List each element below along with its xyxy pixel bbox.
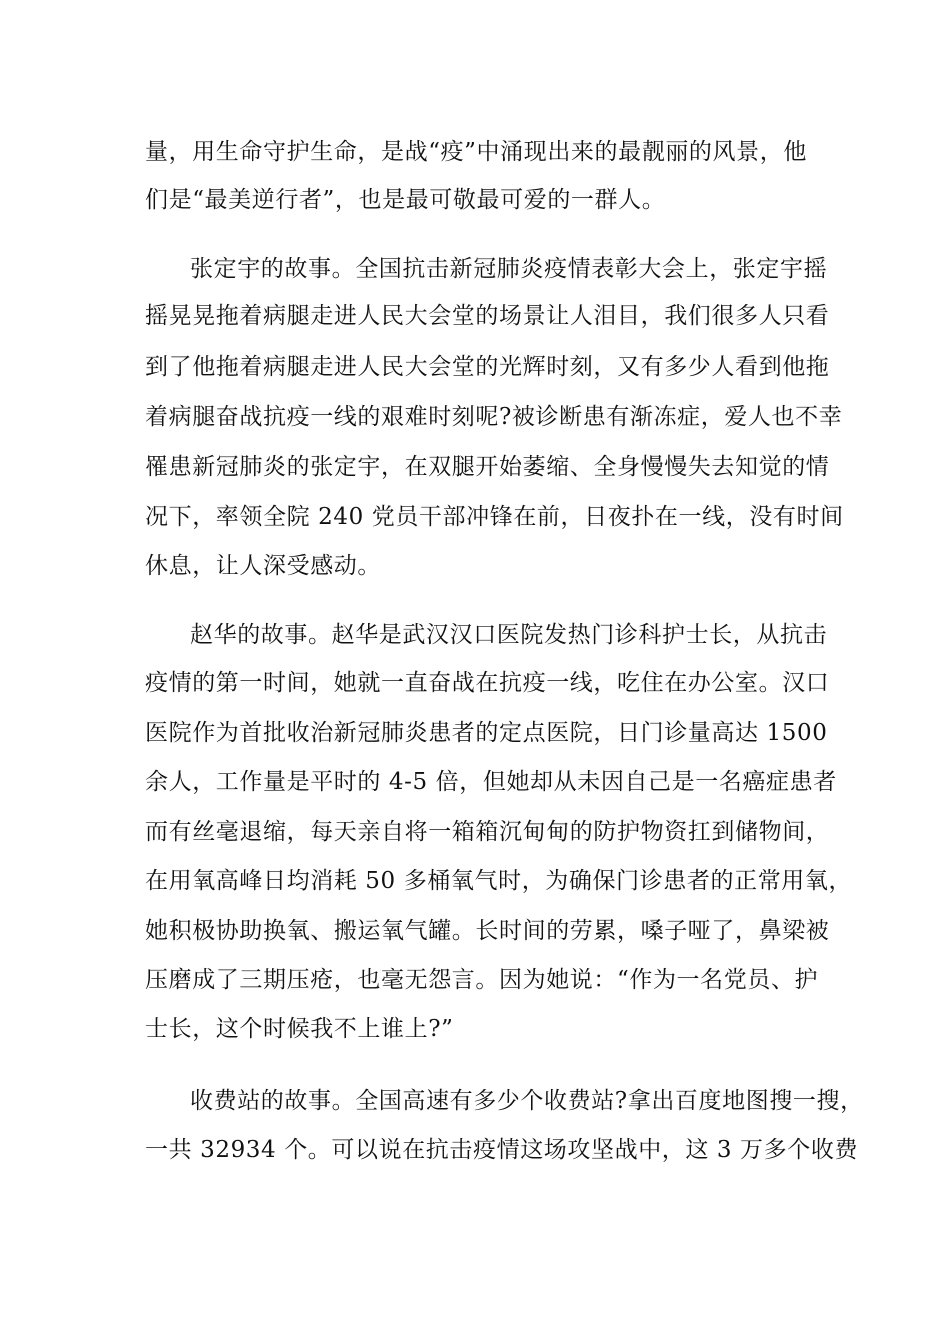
- text-line: 收费站的故事。全国高速有多少个收费站?拿出百度地图搜一搜，: [190, 1088, 864, 1114]
- text-line: 们是“最美逆行者”，也是最可敬最可爱的一群人。: [145, 187, 666, 213]
- text-line: 况下，率领全院 240 党员干部冲锋在前，日夜扑在一线，没有时间: [145, 504, 844, 530]
- text-line: 摇晃晃拖着病腿走进人民大会堂的场景让人泪目，我们很多人只看: [145, 303, 830, 329]
- text-line: 余人，工作量是平时的 4-5 倍，但她却从未因自己是一名癌症患者: [145, 769, 837, 795]
- text-line: 着病腿奋战抗疫一线的艰难时刻呢?被诊断患有渐冻症，爱人也不幸: [145, 404, 843, 430]
- text-line: 压磨成了三期压疮，也毫无怨言。因为她说：“作为一名党员、护: [145, 967, 819, 993]
- text-line: 赵华的故事。赵华是武汉汉口医院发热门诊科护士长，从抗击: [190, 622, 828, 648]
- text-line: 她积极协助换氧、搬运氧气罐。长时间的劳累，嗓子哑了，鼻梁被: [145, 918, 830, 944]
- text-line: 量，用生命守护生命，是战“疫”中涌现出来的最靓丽的风景，他: [145, 139, 807, 165]
- text-line: 医院作为首批收治新冠肺炎患者的定点医院，日门诊量高达 1500: [145, 720, 828, 746]
- text-line: 而有丝毫退缩，每天亲自将一箱箱沉甸甸的防护物资扛到储物间，: [145, 819, 830, 845]
- text-line: 在用氧高峰日均消耗 50 多桶氧气时，为确保门诊患者的正常用氧，: [145, 868, 853, 894]
- text-line: 罹患新冠肺炎的张定宇，在双腿开始萎缩、全身慢慢失去知觉的情: [145, 454, 830, 480]
- text-line: 士长，这个时候我不上谁上?”: [145, 1016, 454, 1042]
- text-line: 到了他拖着病腿走进人民大会堂的光辉时刻，又有多少人看到他拖: [145, 354, 830, 380]
- text-line: 一共 32934 个。可以说在抗击疫情这场攻坚战中，这 3 万多个收费: [145, 1137, 859, 1163]
- text-line: 疫情的第一时间，她就一直奋战在抗疫一线，吃住在办公室。汉口: [145, 670, 830, 696]
- text-line: 休息，让人深受感动。: [145, 553, 381, 579]
- text-line: 张定宇的故事。全国抗击新冠肺炎疫情表彰大会上，张定宇摇: [190, 256, 828, 282]
